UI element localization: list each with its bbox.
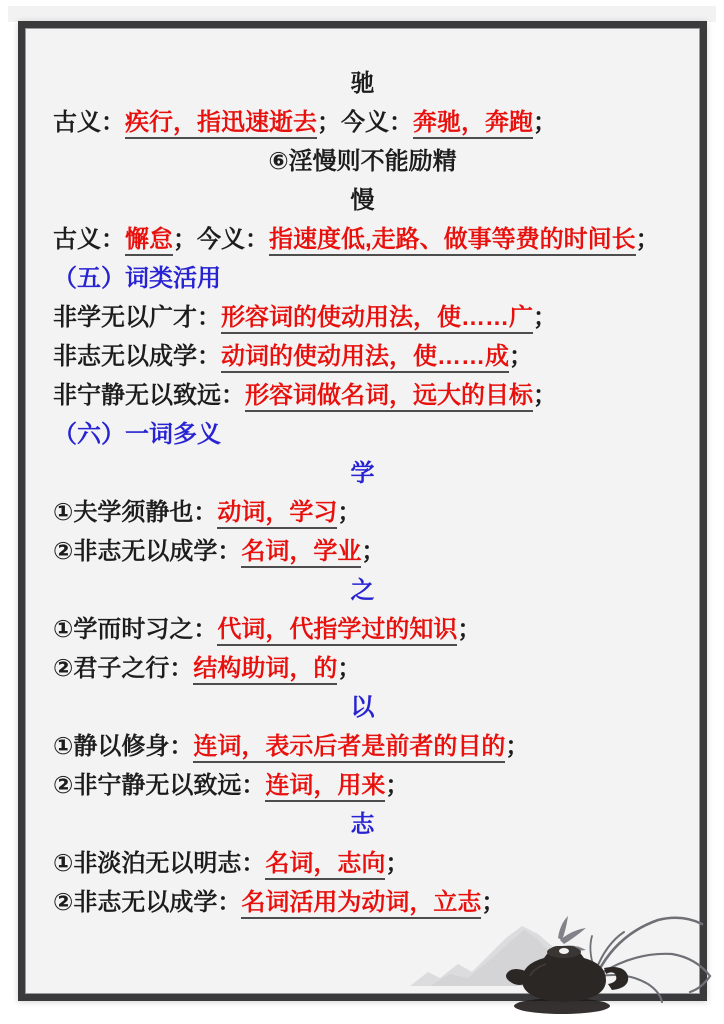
text-segment: ②非志无以成学： [53, 538, 242, 565]
text-segment: ②非志无以成学： [53, 889, 242, 916]
text-segment: 以 [350, 694, 375, 721]
text-line [53, 772, 672, 799]
text-segment: 形容词做名词，远大的目标 [245, 382, 533, 412]
text-segment: ； [361, 538, 386, 565]
text-segment: 非宁静无以致远： [53, 382, 245, 409]
text-segment: 懈怠 [125, 226, 173, 256]
text-segment: （五）词类活用 [53, 265, 221, 292]
text-content [25, 28, 700, 928]
text-line [53, 616, 672, 643]
text-segment: 指速度低,走路、做事等费的时间长 [269, 226, 636, 256]
text-segment: ； [505, 733, 530, 760]
text-line [53, 850, 672, 877]
text-line [53, 187, 672, 214]
text-segment: 名词，学业 [241, 538, 361, 568]
text-segment: 驰 [350, 70, 375, 97]
section-heading [53, 421, 672, 448]
text-segment: 动词的使动用法，使……成 [221, 343, 509, 373]
text-segment: 非志无以成学： [53, 343, 221, 370]
text-segment: ①学而时习之： [53, 616, 218, 643]
text-segment: ； [509, 343, 533, 370]
text-segment: 动词，学习 [217, 499, 337, 529]
text-segment: ； [533, 382, 557, 409]
text-segment: （六）一词多义 [53, 421, 221, 448]
text-segment: ； [385, 772, 410, 799]
text-segment: 非学无以广才： [53, 304, 221, 331]
text-segment: ； [385, 850, 410, 877]
text-segment: 奔驰，奔跑 [413, 109, 533, 139]
text-segment: ； [635, 226, 660, 253]
text-segment: ； [481, 889, 506, 916]
text-segment: 古义： [53, 226, 125, 253]
text-line [53, 811, 672, 838]
text-segment: 结构助词，的 [193, 655, 337, 685]
text-line [53, 460, 672, 487]
text-line [53, 304, 672, 331]
text-segment: ②非宁静无以致远： [53, 772, 266, 799]
text-line [53, 733, 672, 760]
text-segment: ； [533, 109, 557, 136]
text-segment: ；今义： [317, 109, 413, 136]
text-line [53, 148, 672, 175]
text-segment: 之 [350, 577, 375, 604]
text-line [53, 538, 672, 565]
text-segment: ①夫学须静也： [53, 499, 218, 526]
text-segment: ①非淡泊无以明志： [53, 850, 266, 877]
scan-edge-band [8, 6, 716, 22]
text-segment: 学 [350, 460, 375, 487]
text-line [53, 655, 672, 682]
text-line [53, 577, 672, 604]
text-segment: ； [533, 304, 557, 331]
document-frame [18, 21, 707, 1001]
text-segment: 代词，代指学过的知识 [217, 616, 457, 646]
text-segment: 名词，志向 [265, 850, 385, 880]
text-segment: ①静以修身： [53, 733, 194, 760]
text-segment: ⑥淫慢则不能励精 [268, 148, 457, 175]
text-line [53, 694, 672, 721]
section-heading [53, 265, 672, 292]
text-segment: 慢 [350, 187, 375, 214]
text-segment: 志 [350, 811, 375, 838]
text-segment: 疾行，指迅速逝去 [125, 109, 317, 139]
text-segment: ； [337, 655, 362, 682]
text-segment: ②君子之行： [53, 655, 194, 682]
text-segment: ； [337, 499, 362, 526]
text-segment: 名词活用为动词，立志 [241, 889, 481, 919]
text-line [53, 343, 672, 370]
text-line [53, 499, 672, 526]
text-line [53, 70, 672, 97]
text-segment: 连词，用来 [265, 772, 385, 802]
text-line [53, 382, 672, 409]
text-segment: 古义： [53, 109, 125, 136]
text-line [53, 889, 672, 916]
text-segment: 形容词的使动用法，使……广 [221, 304, 533, 334]
text-segment: ； [457, 616, 482, 643]
text-line [53, 109, 672, 136]
text-segment: 连词，表示后者是前者的目的 [193, 733, 505, 763]
text-line [53, 226, 672, 253]
text-segment: ；今义： [173, 226, 269, 253]
